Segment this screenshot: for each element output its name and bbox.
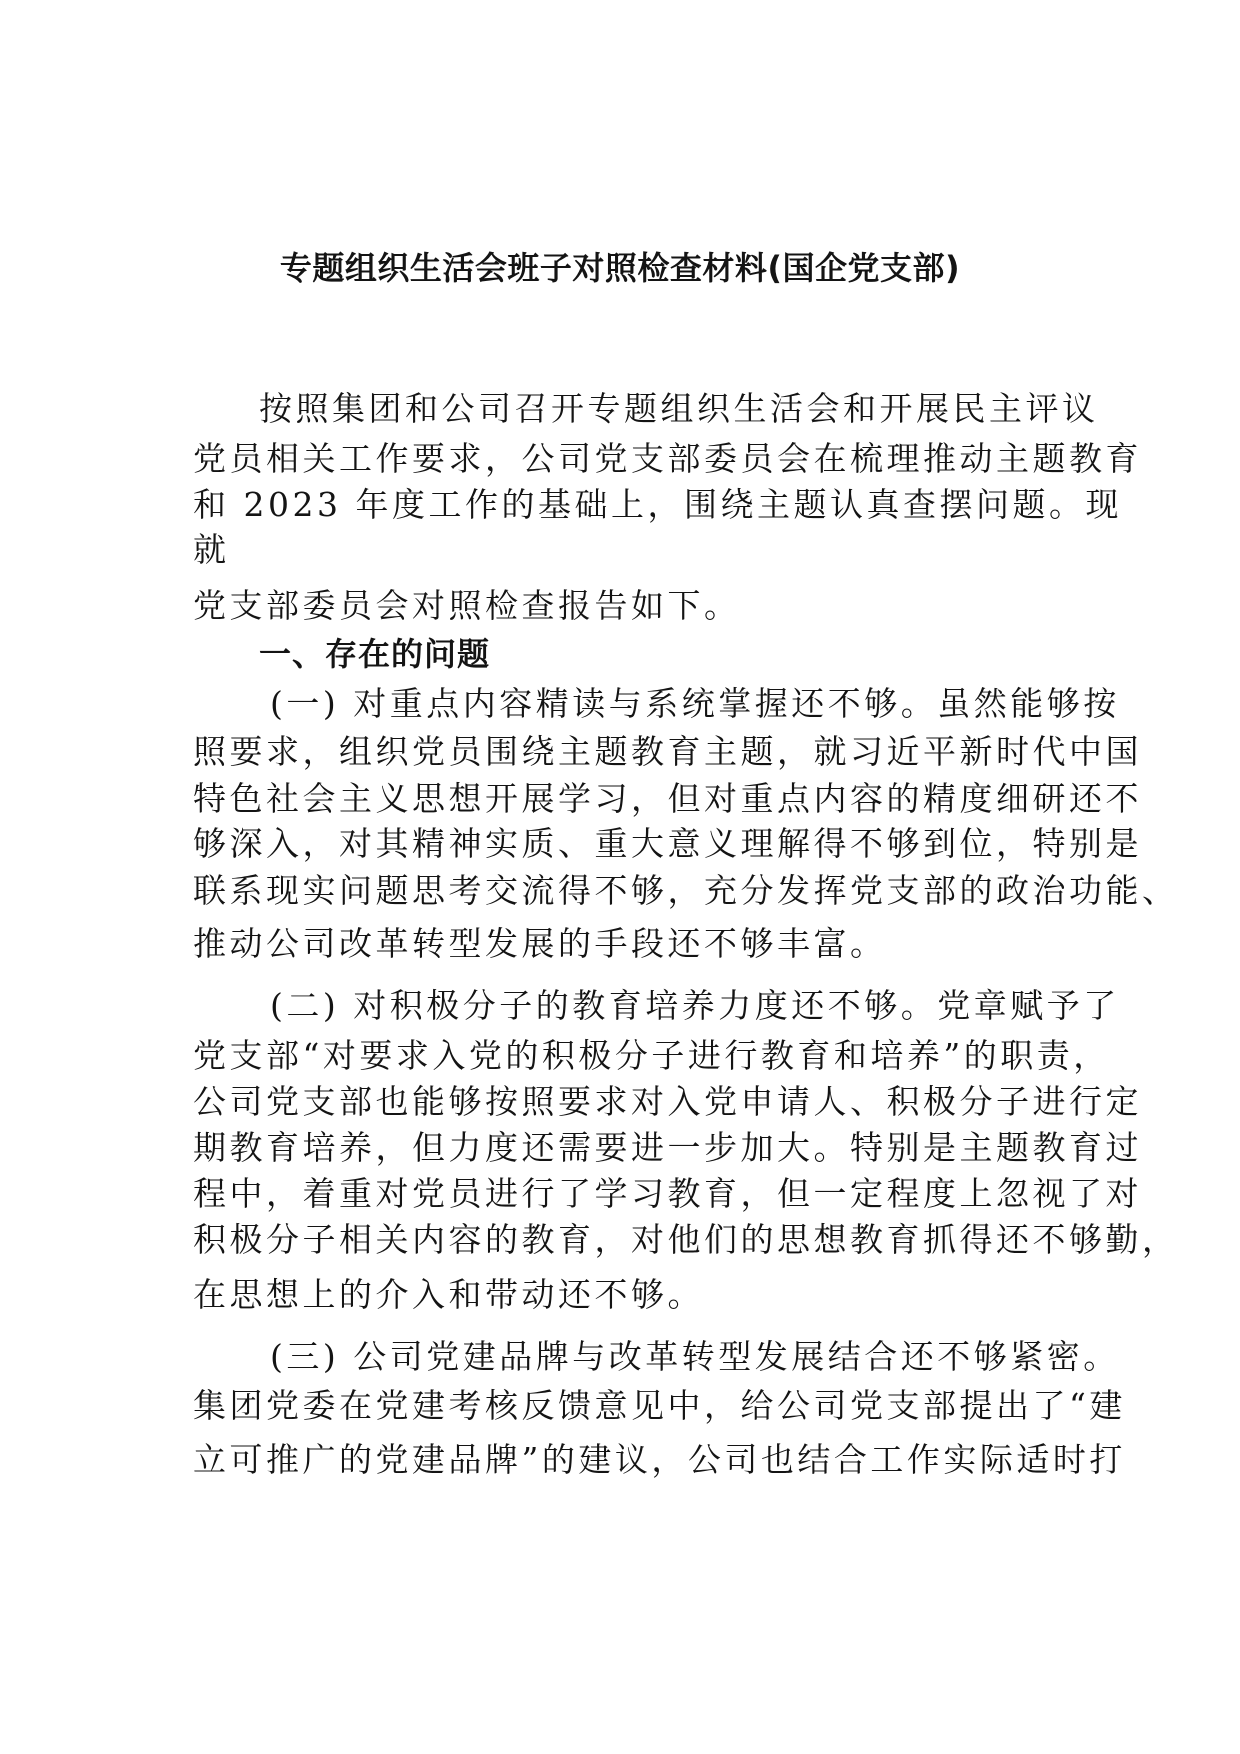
item1-line-5: 联系现实问题思考交流得不够，充分发挥党支部的政治功能、	[193, 871, 1179, 910]
item3-line-3: 立可推广的党建品牌”的建议，公司也结合工作实际适时打	[193, 1440, 1126, 1479]
document-title: 专题组织生活会班子对照检查材料(国企党支部)	[279, 249, 961, 287]
intro-line-5: 党支部委员会对照检查报告如下。	[193, 586, 741, 625]
item1-line-3: 特色社会主义思想开展学习，但对重点内容的精度细研还不	[193, 779, 1142, 818]
item2-line-7: 在思想上的介入和带动还不够。	[193, 1275, 704, 1314]
intro-line-2: 党员相关工作要求，公司党支部委员会在梳理推动主题教育	[193, 439, 1142, 478]
item2-line-4: 期教育培养，但力度还需要进一步加大。特别是主题教育过	[193, 1128, 1142, 1167]
item1-line-6: 推动公司改革转型发展的手段还不够丰富。	[193, 924, 887, 963]
item1-line-4: 够深入，对其精神实质、重大意义理解得不够到位，特别是	[193, 824, 1142, 863]
item3-line-1: (三) 公司党建品牌与改革转型发展结合还不够紧密。	[270, 1337, 1120, 1376]
item2-line-1: (二) 对积极分子的教育培养力度还不够。党章赋予了	[270, 986, 1120, 1025]
section-heading-problems: 一、存在的问题	[259, 635, 491, 673]
item2-line-6: 积极分子相关内容的教育，对他们的思想教育抓得还不够勤，	[193, 1220, 1179, 1259]
item2-line-2: 党支部“对要求入党的积极分子进行教育和培养”的职责，	[193, 1036, 1110, 1075]
intro-line-1: 按照集团和公司召开专题组织生活会和开展民主评议	[259, 389, 1099, 428]
item2-line-3: 公司党支部也能够按照要求对入党申请人、积极分子进行定	[193, 1082, 1142, 1121]
item3-line-2: 集团党委在党建考核反馈意见中，给公司党支部提出了“建	[193, 1386, 1126, 1425]
item2-line-5: 程中，着重对党员进行了学习教育，但一定程度上忽视了对	[193, 1174, 1142, 1213]
item1-line-1: (一) 对重点内容精读与系统掌握还不够。虽然能够按	[270, 684, 1120, 723]
intro-line-3: 和 2023 年度工作的基础上，围绕主题认真查摆问题。现	[193, 485, 1122, 524]
item1-line-2: 照要求，组织党员围绕主题教育主题，就习近平新时代中国	[193, 732, 1142, 771]
intro-line-4: 就	[193, 530, 230, 569]
